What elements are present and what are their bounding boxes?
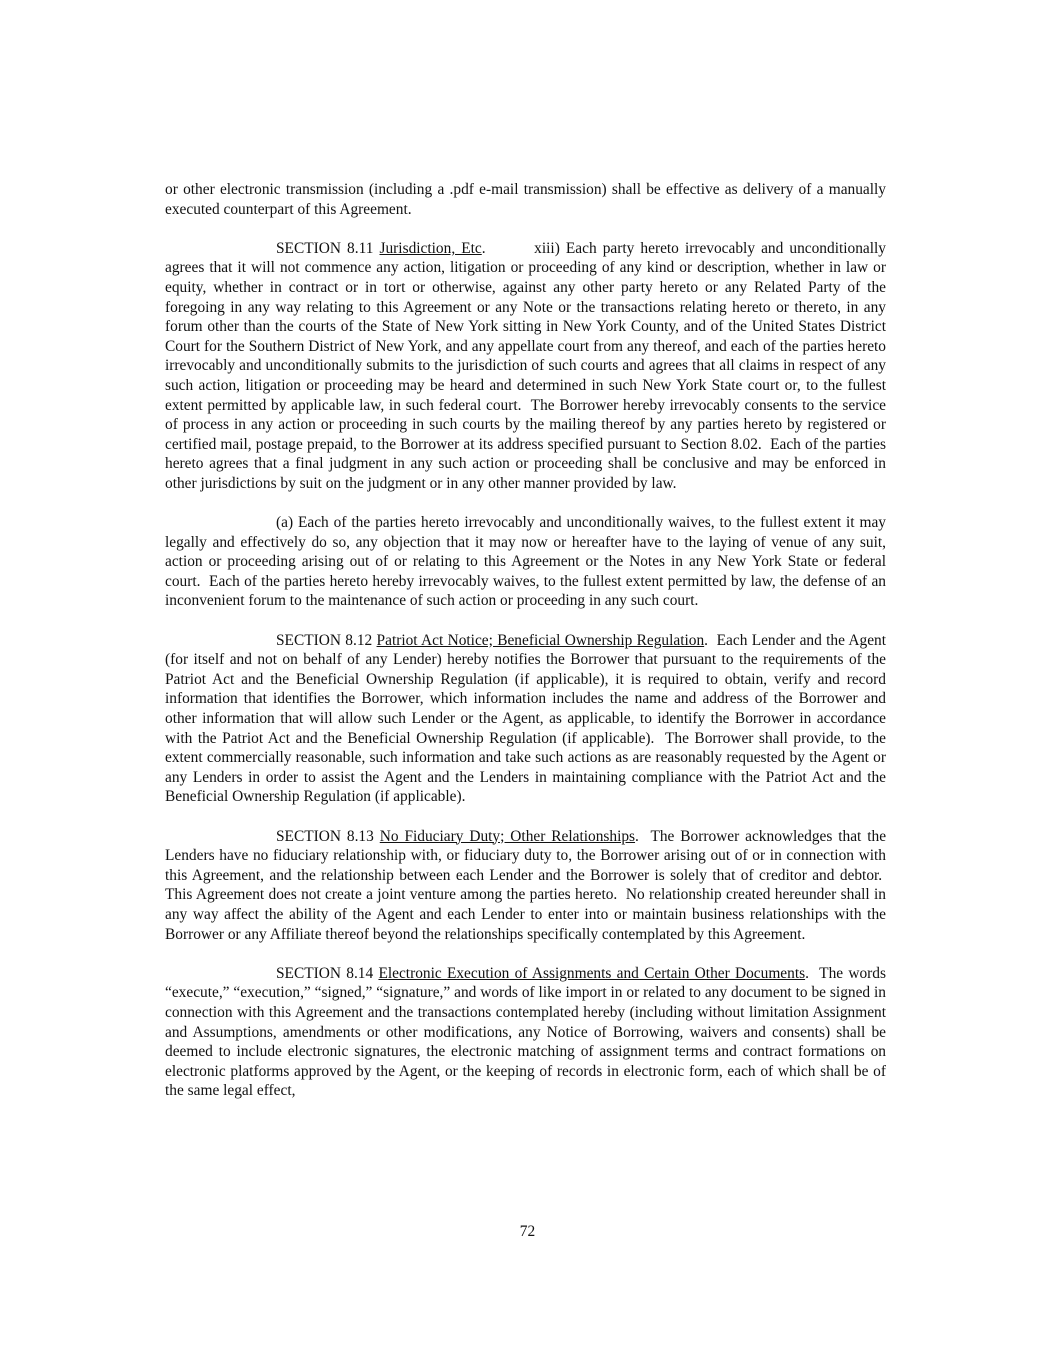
caption-punctuation: . <box>635 827 651 845</box>
paragraph-text: (a) Each of the parties hereto irrevocably and unconditionally waives, to the fullest extent it may legally and effectively do so, any objection that it may now or hereafter have to the laying of venue of any suit, action or proceeding arising out of or relating to this Agreement or the Notes in any New York State or federal court. Each of the parties hereto hereby irrevocably waives, to the fullest extent permitted by law, the defense of an inconvenient forum to the maintenance of such action or proceeding in any such court. <box>165 514 886 610</box>
paragraph-text: Each Lender and the Agent (for itself and not on behalf of any Lender) hereby notifies the Borrower that pursuant to the requirements of the Patriot Act and the Beneficial Ownership Regulation (if applicable), it is required to obtain, verify and record information that identifies the Borrower, which information includes the name and address of the Borrower and other information that will allow such Lender or the Agent, as applicable, to identify the Borrower in accordance with the Patriot Act and the Beneficial Ownership Regulation (if applicable). The Borrower shall provide, to the extent commercially reasonable, such information and take such actions as are reasonably requested by the Agent or any Lenders in order to assist the Agent and the Lenders in maintaining compliance with the Patriot Act and the Beneficial Ownership Regulation (if applicable). <box>165 631 887 806</box>
section-8-14-paragraph <box>165 964 886 1101</box>
paragraph-text: The Borrower acknowledges that the Lenders have no fiduciary relationship with, or fiduciary duty to, the Borrower arising out of or in connection with this Agreement, and the relationship between each Lender and the Borrower is solely that of creditor and debtor. This Agreement does not create a joint venture among the parties hereto. No relationship created hereunder shall in any way affect the ability of the Agent and each Lender to enter into or maintain business relationships with the Borrower or any Affiliate thereof beyond the relationships specifically contemplated by this Agreement. <box>165 827 887 943</box>
section-caption: Jurisdiction, Etc <box>379 239 482 257</box>
document-body <box>165 180 886 1121</box>
section-number: SECTION 8.14 <box>276 964 379 982</box>
section-number: SECTION 8.13 <box>276 827 380 845</box>
section-caption: No Fiduciary Duty; Other Relationships <box>379 827 636 845</box>
section-8-13-paragraph <box>165 827 886 945</box>
section-caption: Electronic Execution of Assignments and Certain Other Documents <box>378 964 806 982</box>
section-8-11-paragraph <box>165 239 886 494</box>
caption-punctuation: . <box>805 964 820 982</box>
paragraph-text: The words “execute,” “execution,” “signed,” “signature,” and words of like import in or related to any document to be signed in connection with this Agreement and the transactions contemplated hereby (including without limitation Assignment and Assumptions, amendments or other modifications, any Notice of Borrowing, waivers and consents) shall be deemed to include electronic signatures, the electronic matching of assignment terms and contract formations on electronic platforms approved by the Agent, or the keeping of records in electronic form, each of which shall be of the same legal effect, <box>165 964 886 1100</box>
section-number: SECTION 8.12 <box>276 631 377 649</box>
caption-punctuation: . <box>704 631 717 649</box>
paragraph-text: Each party hereto irrevocably and unconditionally agrees that it will not commence any action, litigation or proceeding of any kind or description, whether in law or equity, whether in contract or in tort or otherwise, against any other party hereto or any Related Party of the foregoing in any way relating to this Agreement or any Note or the transactions relating hereto or thereto, in any forum other than the courts of the State of New York sitting in New York County, and of the United States District Court for the Southern District of New York, and any appellate court from any thereof, and each of the parties hereto irrevocably and unconditionally submits to the jurisdiction of such courts and agrees that all claims in respect of any such action, litigation or proceeding may be heard and determined in such New York State court or, to the fullest extent permitted by applicable law, in such federal court. The Borrower hereby irrevocably consents to the service of process in any action or proceeding in such courts by the mailing thereof by any parties hereto by registered or certified mail, postage prepaid, to the Borrower at its address specified pursuant to Section 8.02. Each of the parties hereto agrees that a final judgment in any such action or proceeding shall be conclusive and may be enforced in other jurisdictions by suit on the judgment or in any other manner provided by law. <box>165 239 886 492</box>
section-number: SECTION 8.11 <box>276 239 380 257</box>
section-8-12-paragraph <box>165 631 886 807</box>
paragraph-text: or other electronic transmission (including a .pdf e-mail transmission) shall be effective as delivery of a manually executed counterpart of this Agreement. <box>165 181 886 218</box>
section-caption: Patriot Act Notice; Beneficial Ownership Regulation <box>376 631 705 649</box>
continuation-paragraph <box>165 180 886 219</box>
caption-punctuation: . xiii) <box>481 239 566 257</box>
page-number: 72 <box>519 1223 536 1240</box>
section-8-11-a-paragraph <box>165 513 886 611</box>
